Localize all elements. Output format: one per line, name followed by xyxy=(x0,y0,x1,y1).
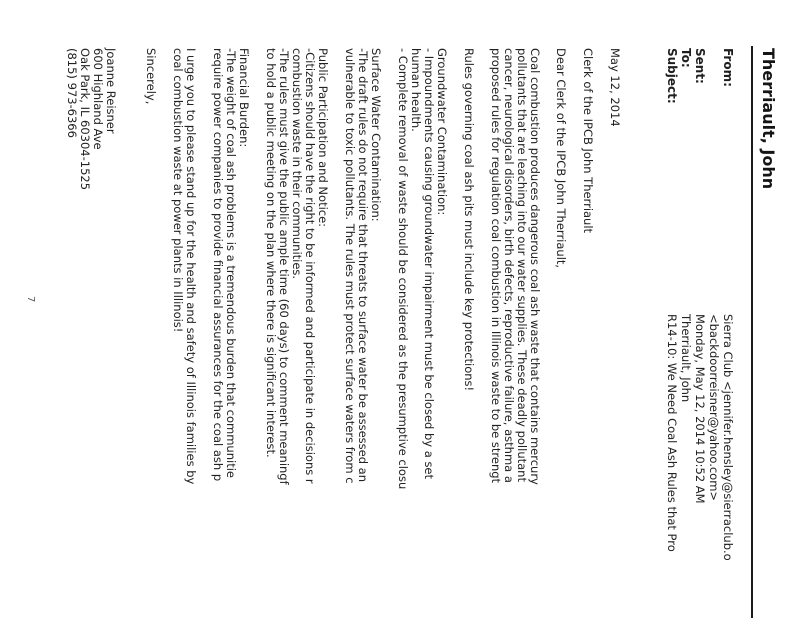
from-value-email: <backdoorreisner@yahoo.com> xyxy=(707,314,721,502)
signature-name: Joanne Reisner xyxy=(104,48,118,134)
groundwater-line: human health. xyxy=(409,48,423,132)
signature-city: Oak Park, IL 60304-1525 xyxy=(78,48,92,191)
urge-line: coal combustion waste at power plants in Illinois! xyxy=(171,48,185,333)
from-value: Sierra Club <jennifer.hensley@sierraclub.o xyxy=(721,314,735,561)
surface-line: vulnerable to toxic pollutants. The rules must protect surface waters from c xyxy=(343,48,357,484)
surface-heading: Surface Water Contamination: xyxy=(369,48,383,222)
letter-salutation: Dear Clerk of the IPCB John Therriault, xyxy=(554,48,568,269)
public-line: -The rules must give the public ample time (60 days) to comment meaningf xyxy=(277,48,291,485)
financial-line: require power companies to provide financial assurances for the coal ash p xyxy=(211,48,225,482)
sent-value: Monday, May 12, 2014 10:52 AM xyxy=(693,314,707,504)
urge-line: I urge you to please stand up for the health and safety of Illinois families by xyxy=(184,48,198,485)
to-value: Therriault, John xyxy=(679,314,693,403)
public-line: combustion waste in their communities. xyxy=(290,48,304,280)
groundwater-line: - Impoundments causing groundwater impairment must be closed by a set xyxy=(422,48,436,480)
title-rule xyxy=(751,46,753,618)
letter-recipient: Clerk of the IPCB John Therriault xyxy=(581,48,595,234)
rules-line: Rules governing coal ash pits must include key protections! xyxy=(462,48,476,392)
subject-value: R14-10: We Need Coal Ash Rules that Pro xyxy=(665,314,679,552)
intro-line: pollutants that are leaching into our water supplies. These deadly pollutant xyxy=(515,48,529,482)
intro-line: cancer, neurological disorders, birth defects, reproductive failure, asthma a xyxy=(502,48,516,483)
groundwater-heading: Groundwater Contamination: xyxy=(435,48,449,216)
public-line: -Citizens should have the right to be informed and participate in decisions r xyxy=(303,48,317,484)
to-label: To: xyxy=(679,48,693,68)
public-line: to hold a public meeting on the plan where there is significant interest. xyxy=(264,48,278,458)
letter-date: May 12, 2014 xyxy=(608,48,622,127)
financial-line: -The weight of coal ash problems is a tremendous burden that communitie xyxy=(224,48,238,478)
intro-line: proposed rules for regulation coal combustion in Illinois waste to be strengt xyxy=(489,48,503,484)
closing: Sincerely, xyxy=(144,48,158,105)
groundwater-line: - Complete removal of waste should be considered as the presumptive closu xyxy=(396,48,410,490)
subject-label: Subject: xyxy=(665,48,679,104)
page-number: 7 xyxy=(25,296,36,303)
intro-line: Coal combustion produces dangerous coal ash waste that contains mercury xyxy=(528,48,542,485)
financial-heading: Financial Burden: xyxy=(237,48,251,148)
sent-label: Sent: xyxy=(693,48,707,84)
signature-street: 600 Highland Ave xyxy=(91,48,105,150)
surface-line: -The draft rules do not require that threats to surface water be assessed an xyxy=(356,48,370,483)
signature-phone: (815) 973-6366 xyxy=(65,48,79,138)
document-title: Therriault, John xyxy=(759,48,778,190)
from-label: From: xyxy=(721,48,735,87)
public-heading: Public Participation and Notice: xyxy=(316,48,330,228)
